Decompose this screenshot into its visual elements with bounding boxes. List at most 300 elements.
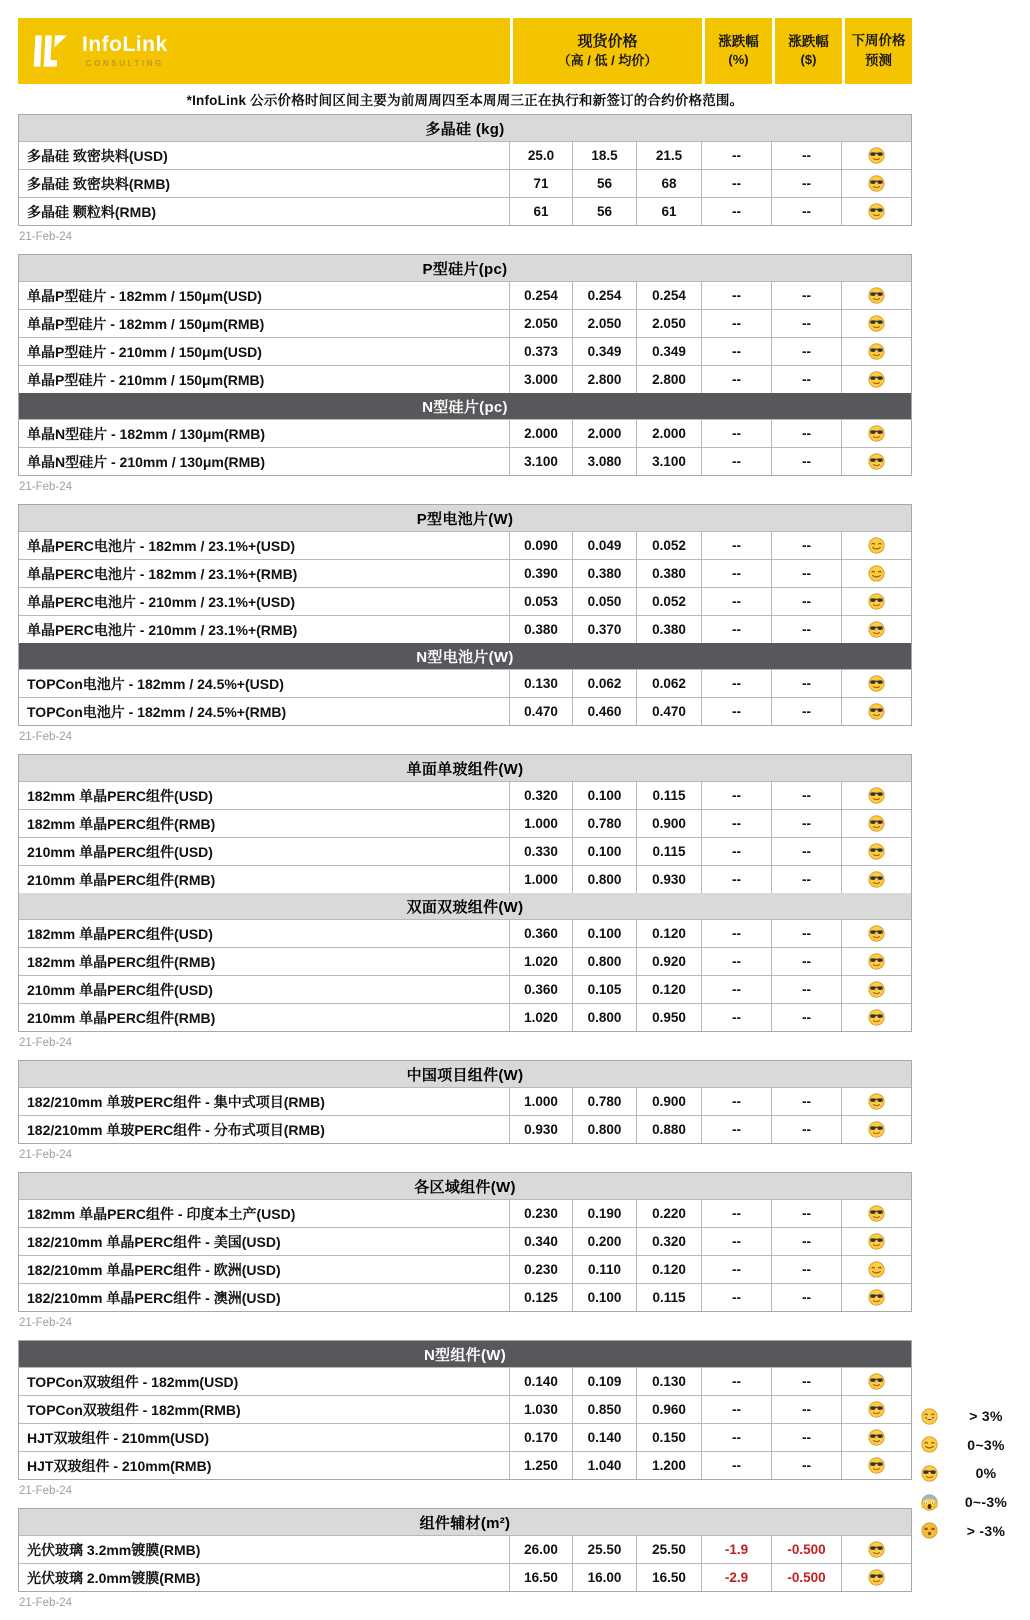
row-label: 单晶P型硅片 - 210mm / 150μm(USD) [27, 343, 262, 360]
change-usd: -- [771, 1368, 841, 1395]
forecast-cell [841, 532, 911, 559]
change-pct: -- [701, 338, 771, 365]
price-high: 1.030 [509, 1396, 572, 1423]
forecast-cell [841, 366, 911, 393]
row-label: 210mm 单晶PERC组件(USD) [27, 981, 213, 998]
change-usd: -- [771, 1200, 841, 1227]
legend-row [913, 1516, 1027, 1545]
forecast-cell [841, 920, 911, 947]
price-high: 0.230 [509, 1256, 572, 1283]
forecast-cell [841, 170, 911, 197]
row-label: 182/210mm 单晶PERC组件 - 美国(USD) [27, 1233, 281, 1250]
table-row [19, 169, 911, 197]
price-avg: 3.100 [636, 448, 701, 475]
price-high: 0.340 [509, 1228, 572, 1255]
block-date: 21-Feb-24 [19, 1597, 73, 1609]
row-label: 182mm 单晶PERC组件(USD) [27, 787, 213, 804]
forecast-cool-icon [868, 1233, 885, 1250]
forecast-cell [841, 1536, 911, 1563]
table-row [19, 1087, 911, 1115]
row-label: 182mm 单晶PERC组件(RMB) [27, 815, 216, 832]
forecast-cell [841, 1228, 911, 1255]
forecast-cool-icon [868, 1373, 885, 1390]
brand-subtitle: CONSULTING [85, 58, 164, 68]
price-high: 0.053 [509, 588, 572, 615]
price-avg: 0.254 [636, 282, 701, 309]
table-row [19, 1115, 911, 1143]
table-row [19, 669, 911, 697]
section-header: P型电池片(W) [19, 505, 911, 531]
forecast-cell [841, 1088, 911, 1115]
forecast-cell [841, 782, 911, 809]
forecast-cool-icon [868, 203, 885, 220]
price-low: 0.190 [572, 1200, 636, 1227]
change-pct: -- [701, 1116, 771, 1143]
change-pct: -- [701, 170, 771, 197]
forecast-cool-icon [868, 453, 885, 470]
change-pct: -- [701, 948, 771, 975]
forecast-cool-icon [868, 287, 885, 304]
price-high: 1.020 [509, 1004, 572, 1031]
table-row [19, 1227, 911, 1255]
price-avg: 0.960 [636, 1396, 701, 1423]
price-low: 0.370 [572, 616, 636, 643]
price-low: 16.00 [572, 1564, 636, 1591]
price-low: 56 [572, 198, 636, 225]
forecast-cool-icon [868, 593, 885, 610]
forecast-smile-icon [868, 1261, 885, 1278]
price-block [18, 754, 912, 1032]
change-usd: -- [771, 142, 841, 169]
price-avg: 0.062 [636, 670, 701, 697]
forecast-cell [841, 1424, 911, 1451]
price-high: 0.930 [509, 1116, 572, 1143]
change-pct-unit: (%) [728, 52, 749, 68]
block-date: 21-Feb-24 [19, 1317, 73, 1329]
forecast-cool-icon [868, 843, 885, 860]
forecast-cell [841, 670, 911, 697]
change-pct: -2.9 [701, 1564, 771, 1591]
row-label: 210mm 单晶PERC组件(RMB) [27, 871, 216, 888]
price-avg: 21.5 [636, 142, 701, 169]
price-avg: 0.052 [636, 532, 701, 559]
legend-label: > -3% [966, 1522, 1006, 1539]
price-high: 0.390 [509, 560, 572, 587]
price-high: 0.360 [509, 920, 572, 947]
price-low: 0.110 [572, 1256, 636, 1283]
price-high: 0.360 [509, 976, 572, 1003]
price-avg: 61 [636, 198, 701, 225]
price-low: 0.100 [572, 782, 636, 809]
forecast-cell [841, 616, 911, 643]
forecast-cell [841, 1284, 911, 1311]
section-header: 中国项目组件(W) [19, 1061, 911, 1087]
table-row [19, 1395, 911, 1423]
row-label: 单晶PERC电池片 - 182mm / 23.1%+(USD) [27, 537, 296, 554]
brand-text [82, 33, 168, 70]
forecast-cool-icon [868, 1093, 885, 1110]
price-avg: 68 [636, 170, 701, 197]
price-high: 1.250 [509, 1452, 572, 1479]
forecast-cell [841, 866, 911, 893]
change-usd-unit: ($) [800, 52, 817, 68]
price-block [18, 254, 912, 476]
legend-label: > 3% [969, 1408, 1003, 1425]
price-high: 0.140 [509, 1368, 572, 1395]
change-pct: -- [701, 838, 771, 865]
table-row [19, 365, 911, 393]
change-usd-title: 涨跌幅 [788, 33, 829, 49]
price-low: 0.780 [572, 1088, 636, 1115]
table-row [19, 837, 911, 865]
change-pct-title: 涨跌幅 [718, 33, 759, 49]
forecast-cell [841, 838, 911, 865]
price-note: *InfoLink 公示价格时间区间主要为前周周四至本周周三正在执行和新签订的合约价格范围。 [18, 84, 912, 114]
forecast-cool-icon [868, 1429, 885, 1446]
price-block [18, 1508, 912, 1592]
table-row [19, 809, 911, 837]
price-low: 0.800 [572, 1004, 636, 1031]
row-label: TOPCon双玻组件 - 182mm(RMB) [27, 1401, 241, 1418]
forecast-cell [841, 282, 911, 309]
price-low: 0.050 [572, 588, 636, 615]
section-header: N型硅片(pc) [19, 393, 911, 419]
row-label: 多晶硅 颗粒料(RMB) [27, 203, 157, 220]
forecast-cool-icon [868, 1457, 885, 1474]
forecast-cool-icon [868, 175, 885, 192]
forecast-smile-icon [868, 537, 885, 554]
price-avg: 0.120 [636, 976, 701, 1003]
price-low: 0.349 [572, 338, 636, 365]
price-avg: 0.320 [636, 1228, 701, 1255]
price-high: 0.130 [509, 670, 572, 697]
price-high: 2.000 [509, 420, 572, 447]
change-usd: -- [771, 1452, 841, 1479]
forecast-cell [841, 420, 911, 447]
row-label: TOPCon电池片 - 182mm / 24.5%+(RMB) [27, 703, 287, 720]
price-avg: 0.120 [636, 920, 701, 947]
change-usd: -- [771, 810, 841, 837]
price-avg: 0.150 [636, 1424, 701, 1451]
row-label: HJT双玻组件 - 210mm(USD) [27, 1429, 210, 1446]
forecast-cell [841, 198, 911, 225]
row-label: 182/210mm 单玻PERC组件 - 分布式项目(RMB) [27, 1121, 325, 1138]
forecast-cell [841, 1256, 911, 1283]
forecast-cell [841, 310, 911, 337]
column-header-spot-price [510, 18, 702, 84]
change-pct: -- [701, 866, 771, 893]
infolink-logo-icon [32, 32, 72, 70]
price-avg: 1.200 [636, 1452, 701, 1479]
price-block [18, 504, 912, 726]
price-high: 1.000 [509, 810, 572, 837]
forecast-cell [841, 948, 911, 975]
price-avg: 0.115 [636, 782, 701, 809]
price-block [18, 114, 912, 226]
change-usd: -0.500 [771, 1536, 841, 1563]
column-header-change-pct [702, 18, 772, 84]
price-avg: 2.800 [636, 366, 701, 393]
change-usd: -- [771, 1004, 841, 1031]
forecast-cell [841, 1396, 911, 1423]
price-avg: 0.900 [636, 810, 701, 837]
change-usd: -- [771, 282, 841, 309]
forecast-cool-icon [868, 343, 885, 360]
table-row [19, 919, 911, 947]
price-high: 0.330 [509, 838, 572, 865]
price-low: 0.100 [572, 1284, 636, 1311]
forecast-cell [841, 142, 911, 169]
forecast-subtitle: 预测 [865, 53, 892, 68]
price-high: 0.090 [509, 532, 572, 559]
row-label: 单晶N型硅片 - 182mm / 130μm(RMB) [27, 425, 266, 442]
table-row [19, 309, 911, 337]
legend-row [913, 1402, 1027, 1431]
block-date: 21-Feb-24 [19, 481, 73, 493]
forecast-cool-icon [868, 1569, 885, 1586]
price-avg: 0.880 [636, 1116, 701, 1143]
change-usd: -- [771, 588, 841, 615]
table-row [19, 975, 911, 1003]
price-high: 2.050 [509, 310, 572, 337]
price-low: 0.380 [572, 560, 636, 587]
section-header: 单面单玻组件(W) [19, 755, 911, 781]
price-high: 0.380 [509, 616, 572, 643]
change-usd: -- [771, 1284, 841, 1311]
forecast-cell [841, 588, 911, 615]
change-pct: -1.9 [701, 1536, 771, 1563]
forecast-cool-icon [868, 371, 885, 388]
forecast-cool-icon [868, 1541, 885, 1558]
change-pct: -- [701, 1368, 771, 1395]
price-block [18, 1340, 912, 1480]
change-usd: -- [771, 920, 841, 947]
price-low: 0.100 [572, 920, 636, 947]
forecast-title: 下周价格 [851, 33, 906, 49]
legend-cool-icon [913, 1465, 945, 1482]
row-label: HJT双玻组件 - 210mm(RMB) [27, 1457, 212, 1474]
change-usd: -- [771, 948, 841, 975]
change-pct: -- [701, 420, 771, 447]
price-avg: 0.052 [636, 588, 701, 615]
forecast-cell [841, 976, 911, 1003]
price-blocks [18, 114, 912, 1620]
price-avg: 0.920 [636, 948, 701, 975]
price-low: 0.780 [572, 810, 636, 837]
change-usd: -- [771, 532, 841, 559]
table-row [19, 559, 911, 587]
price-high: 16.50 [509, 1564, 572, 1591]
change-pct: -- [701, 310, 771, 337]
table-row [19, 781, 911, 809]
section-header: P型硅片(pc) [19, 255, 911, 281]
change-pct: -- [701, 1088, 771, 1115]
change-usd: -- [771, 420, 841, 447]
forecast-cell [841, 560, 911, 587]
table-row [19, 447, 911, 475]
table-row [19, 1199, 911, 1227]
row-label: 单晶PERC电池片 - 210mm / 23.1%+(USD) [27, 593, 296, 610]
price-high: 0.320 [509, 782, 572, 809]
row-label: 210mm 单晶PERC组件(RMB) [27, 1009, 216, 1026]
forecast-legend [913, 1402, 1027, 1545]
price-avg: 0.950 [636, 1004, 701, 1031]
change-pct: -- [701, 1004, 771, 1031]
block-date: 21-Feb-24 [19, 1485, 73, 1497]
forecast-cool-icon [868, 981, 885, 998]
forecast-smile-icon [868, 565, 885, 582]
row-label: 单晶PERC电池片 - 182mm / 23.1%+(RMB) [27, 565, 298, 582]
price-high: 61 [509, 198, 572, 225]
price-low: 0.140 [572, 1424, 636, 1451]
price-low: 0.109 [572, 1368, 636, 1395]
row-label: 多晶硅 致密块料(RMB) [27, 175, 171, 192]
change-pct: -- [701, 976, 771, 1003]
forecast-cool-icon [868, 1009, 885, 1026]
change-pct: -- [701, 616, 771, 643]
table-row [19, 1255, 911, 1283]
block-date: 21-Feb-24 [19, 731, 73, 743]
row-label: 多晶硅 致密块料(USD) [27, 147, 168, 164]
price-block [18, 1172, 912, 1312]
change-usd: -- [771, 1396, 841, 1423]
forecast-cell [841, 1200, 911, 1227]
block-date: 21-Feb-24 [19, 1037, 73, 1049]
forecast-cool-icon [868, 675, 885, 692]
price-low: 1.040 [572, 1452, 636, 1479]
legend-grin-icon [913, 1408, 945, 1425]
forecast-cool-icon [868, 925, 885, 942]
change-usd: -- [771, 1116, 841, 1143]
forecast-cell [841, 1368, 911, 1395]
section-header: 组件辅材(m²) [19, 1509, 911, 1535]
change-pct: -- [701, 282, 771, 309]
price-avg: 0.470 [636, 698, 701, 725]
forecast-cool-icon [868, 147, 885, 164]
table-row [19, 1367, 911, 1395]
change-pct: -- [701, 1452, 771, 1479]
section-header: N型组件(W) [19, 1341, 911, 1367]
forecast-cool-icon [868, 815, 885, 832]
table-row [19, 865, 911, 893]
price-low: 0.062 [572, 670, 636, 697]
row-label: 182mm 单晶PERC组件 - 印度本土产(USD) [27, 1205, 296, 1222]
change-usd: -- [771, 1228, 841, 1255]
row-label: TOPCon双玻组件 - 182mm(USD) [27, 1373, 239, 1390]
table-header [18, 18, 912, 84]
change-pct: -- [701, 1200, 771, 1227]
price-low: 0.800 [572, 866, 636, 893]
change-pct: -- [701, 810, 771, 837]
forecast-cool-icon [868, 787, 885, 804]
section-header: 各区域组件(W) [19, 1173, 911, 1199]
row-label: 单晶PERC电池片 - 210mm / 23.1%+(RMB) [27, 621, 298, 638]
column-header-forecast [842, 18, 912, 84]
row-label: 210mm 单晶PERC组件(USD) [27, 843, 213, 860]
brand-header-cell [18, 18, 510, 84]
price-low: 18.5 [572, 142, 636, 169]
block-date: 21-Feb-24 [19, 231, 73, 243]
legend-smile-icon [913, 1436, 945, 1453]
price-avg: 0.349 [636, 338, 701, 365]
price-low: 0.100 [572, 838, 636, 865]
price-avg: 25.50 [636, 1536, 701, 1563]
change-pct: -- [701, 782, 771, 809]
change-usd: -- [771, 1256, 841, 1283]
change-pct: -- [701, 198, 771, 225]
price-avg: 0.115 [636, 838, 701, 865]
table-row [19, 697, 911, 725]
forecast-cell [841, 338, 911, 365]
legend-row [913, 1488, 1027, 1517]
legend-scream-icon [913, 1494, 945, 1511]
table-row [19, 141, 911, 169]
price-high: 3.100 [509, 448, 572, 475]
table-row [19, 419, 911, 447]
row-label: 光伏玻璃 3.2mm镀膜(RMB) [27, 1541, 201, 1558]
change-pct: -- [701, 1284, 771, 1311]
change-usd: -- [771, 1424, 841, 1451]
change-usd: -- [771, 616, 841, 643]
change-pct: -- [701, 670, 771, 697]
price-avg: 0.900 [636, 1088, 701, 1115]
change-usd: -0.500 [771, 1564, 841, 1591]
change-usd: -- [771, 448, 841, 475]
change-pct: -- [701, 698, 771, 725]
brand-name: InfoLink [82, 32, 168, 56]
price-high: 0.230 [509, 1200, 572, 1227]
row-label: 182mm 单晶PERC组件(USD) [27, 925, 213, 942]
price-high: 0.254 [509, 282, 572, 309]
price-low: 0.460 [572, 698, 636, 725]
table-row [19, 1451, 911, 1479]
change-usd: -- [771, 560, 841, 587]
price-avg: 16.50 [636, 1564, 701, 1591]
price-high: 3.000 [509, 366, 572, 393]
price-low: 2.050 [572, 310, 636, 337]
price-table [18, 18, 912, 1620]
infolink-logo [32, 32, 168, 70]
forecast-cell [841, 698, 911, 725]
block-date: 21-Feb-24 [19, 1149, 73, 1161]
legend-label: 0~3% [967, 1436, 1005, 1453]
change-pct: -- [701, 1256, 771, 1283]
table-row [19, 587, 911, 615]
column-header-change-usd [772, 18, 842, 84]
row-label: 182/210mm 单玻PERC组件 - 集中式项目(RMB) [27, 1093, 325, 1110]
price-high: 1.000 [509, 866, 572, 893]
forecast-cool-icon [868, 621, 885, 638]
forecast-cool-icon [868, 1401, 885, 1418]
change-pct: -- [701, 366, 771, 393]
forecast-cell [841, 1116, 911, 1143]
forecast-cool-icon [868, 871, 885, 888]
price-avg: 0.120 [636, 1256, 701, 1283]
table-row [19, 531, 911, 559]
change-usd: -- [771, 782, 841, 809]
table-row [19, 947, 911, 975]
change-usd: -- [771, 698, 841, 725]
change-pct: -- [701, 1396, 771, 1423]
price-low: 0.049 [572, 532, 636, 559]
forecast-cell [841, 1564, 911, 1591]
change-usd: -- [771, 198, 841, 225]
table-row [19, 197, 911, 225]
row-label: 单晶P型硅片 - 182mm / 150μm(USD) [27, 287, 262, 304]
price-low: 0.800 [572, 1116, 636, 1143]
forecast-cool-icon [868, 1121, 885, 1138]
table-row [19, 1535, 911, 1563]
